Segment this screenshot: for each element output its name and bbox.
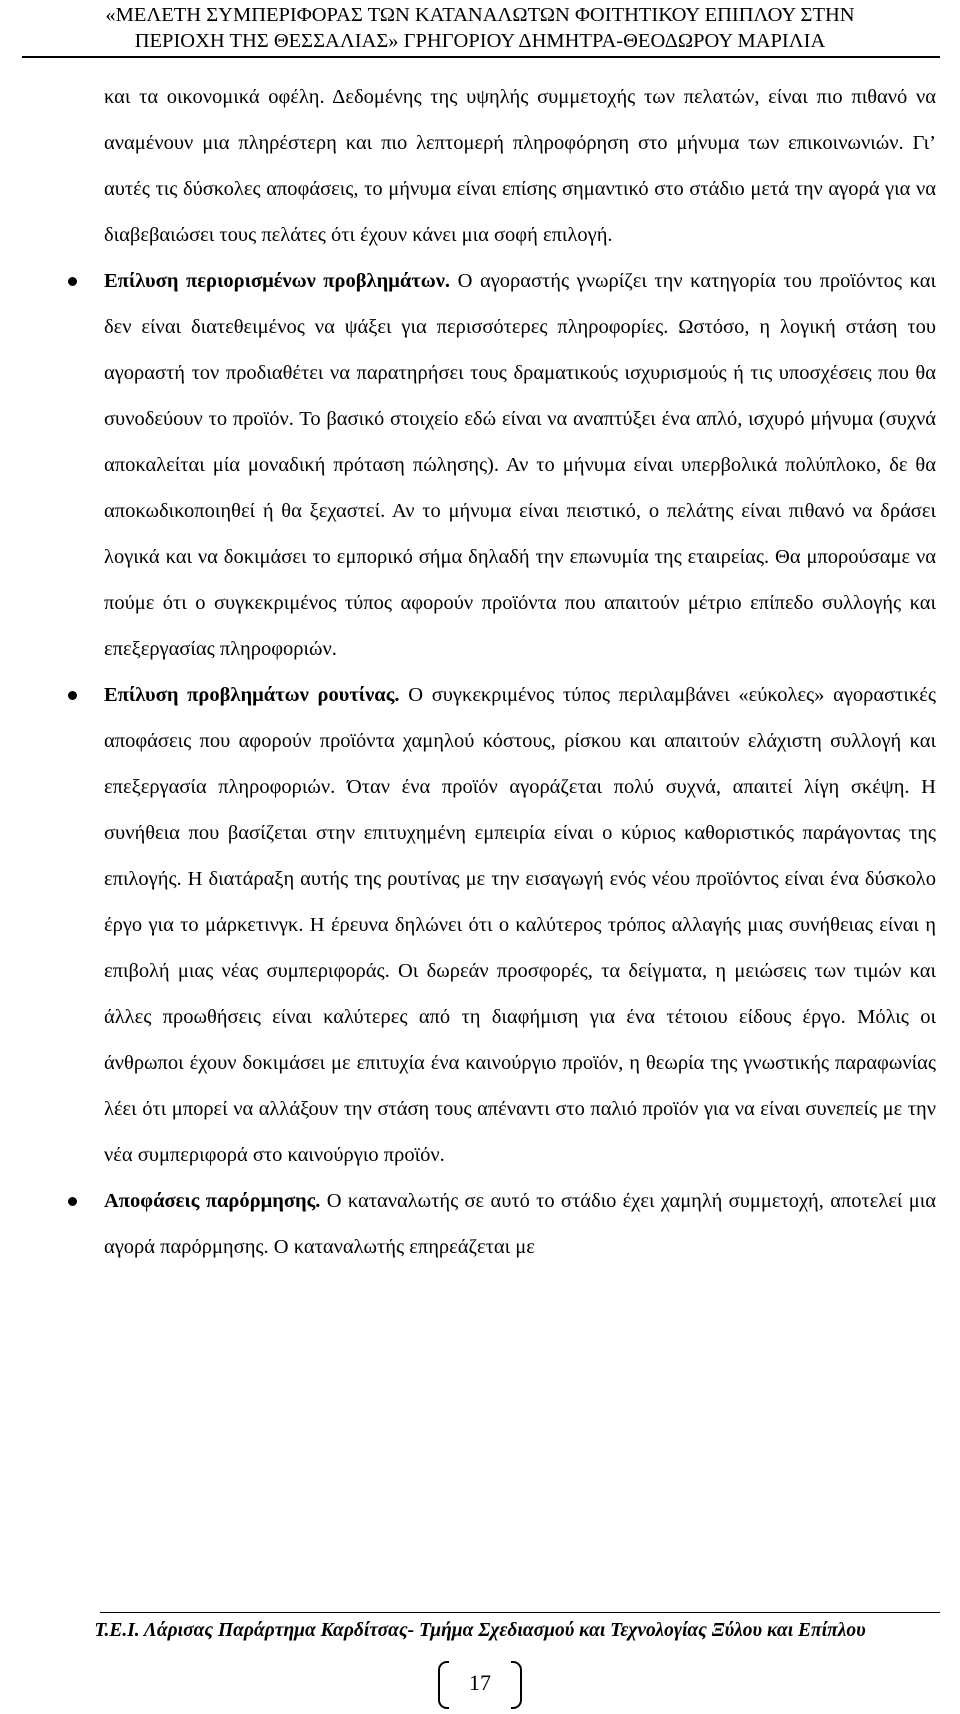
bullet-term: Αποφάσεις παρόρμησης.	[104, 1190, 321, 1212]
bullet-item-routine-problem-solving	[104, 672, 936, 1178]
bullet-icon	[68, 1197, 77, 1206]
bullet-item-limited-problem-solving	[104, 258, 936, 672]
running-header	[0, 2, 960, 54]
bullet-term: Επίλυση περιορισμένων προβλημάτων.	[104, 270, 451, 292]
page-body	[104, 74, 936, 1270]
bullet-icon	[68, 277, 77, 286]
intro-paragraph: και τα οικονομικά οφέλη. Δεδομένης της υψηλής συμμετοχής των πελατών, είναι πιο πιθανό να αναμένουν μια πληρέστερη και πιο λεπτομερή πληροφόρηση στο μήνυμα των επικοινωνιών. Γι’ αυτές τις δύσκολες αποφάσεις, το μήνυμα είναι επίσης σημαντικό στο στάδιο μετά την αγορά για να διαβεβαιώσει τους πελάτες ότι έχουν κάνει μια σοφή επιλογή.	[104, 86, 936, 246]
bullet-text: Ο καταναλωτής σε αυτό το στάδιο έχει χαμηλή συμμετοχή, αποτελεί μια αγορά παρόρμησης. Ο καταναλωτής επηρεάζεται με	[104, 1190, 936, 1258]
footer-institution: Τ.Ε.Ι. Λάρισας Παράρτημα Καρδίτσας- Τμήμα Σχεδιασμού και Τεχνολογίας Ξύλου και Επίπλου	[94, 1620, 866, 1641]
bullet-term: Επίλυση προβλημάτων ρουτίνας.	[104, 684, 400, 706]
bullet-icon	[68, 691, 77, 700]
bullet-item-impulse-decisions	[104, 1178, 936, 1270]
right-brace-icon	[511, 1661, 522, 1709]
page-number-box	[438, 1661, 522, 1707]
bullet-text: Ο αγοραστής γνωρίζει την κατηγορία του προϊόντος και δεν είναι διατεθειμένος να ψάξει για περισσότερες πληροφορίες. Ωστόσο, η λογική στάση του αγοραστή τον προδιαθέτει να παρατηρήσει τους δραματικούς ισχυρισμούς ή τις υποσχέσεις που θα συνοδεύουν το προϊόν. Το βασικό στοιχείο εδώ είναι να αναπτύξει ένα απλό, ισχυρό μήνυμα (συχνά αποκαλείται μία μοναδική πρόταση πώλησης). Αν το μήνυμα είναι υπερβολικά πολύπλοκο, δε θα αποκωδικοποιηθεί ή θα ξεχαστεί. Αν το μήνυμα είναι πειστικό, ο πελάτης είναι πιθανό να δράσει λογικά και να δοκιμάσει το εμπορικό σήμα δηλαδή την επωνυμία της εταιρείας. Θα μπορούσαμε να πούμε ότι ο συγκεκριμένος τύπος αφορούν προϊόντα που απαιτούν μέτριο επίπεδο συλλογής και επεξεργασίας πληροφοριών.	[104, 270, 937, 660]
bullet-text: Ο συγκεκριμένος τύπος περιλαμβάνει «εύκολες» αγοραστικές αποφάσεις που αφορούν προϊόντα χαμηλού κόστους, ρίσκου και απαιτούν ελάχιστη συλλογή και επεξεργασία πληροφοριών. Όταν ένα προϊόν αγοράζεται πολύ συχνά, απαιτεί λίγη σκέψη. Η συνήθεια που βασίζεται στην επιτυχημένη εμπειρία είναι ο κύριος καθοριστικός παράγοντας της επιλογής. Η διατάραξη αυτής της ρουτίνας με την εισαγωγή ενός νέου προϊόντος είναι ένα δύσκολο έργο για το μάρκετινγκ. Η έρευνα δηλώνει ότι ο καλύτερος τρόπος αλλαγής μιας συνήθειας είναι η επιβολή μιας νέας συμπεριφοράς. Οι δωρεάν προσφορές, τα δείγματα, η μειώσεις των τιμών και άλλες προωθήσεις είναι καλύτερες από τη διαφήμιση για ένα τέτοιου είδους έργο. Μόλις οι άνθρωποι έχουν δοκιμάσει με επιτυχία ένα καινούργιο προϊόν, η θεωρία της γνωστικής παραφωνίας λέει ότι μπορεί να αλλάξουν την στάση τους απέναντι στο παλιό προϊόν για να είναι συνεπείς με την νέα συμπεριφορά στο καινούργιο προϊόν.	[104, 684, 936, 1166]
header-line-1: «ΜΕΛΕΤΗ ΣΥΜΠΕΡΙΦΟΡΑΣ ΤΩΝ ΚΑΤΑΝΑΛΩΤΩΝ ΦΟΙΤΗΤΙΚΟΥ ΕΠΙΠΛΟΥ ΣΤΗΝ	[105, 4, 855, 26]
footer-divider	[100, 1612, 940, 1613]
page-number: 17	[469, 1670, 491, 1695]
header-line-2: ΠΕΡΙΟΧΗ ΤΗΣ ΘΕΣΣΑΛΙΑΣ» ΓΡΗΓΟΡΙΟΥ ΔΗΜΗΤΡΑ-ΘΕΟΔΩΡΟΥ ΜΑΡΙΛΙΑ	[134, 30, 826, 52]
header-divider	[22, 56, 940, 58]
